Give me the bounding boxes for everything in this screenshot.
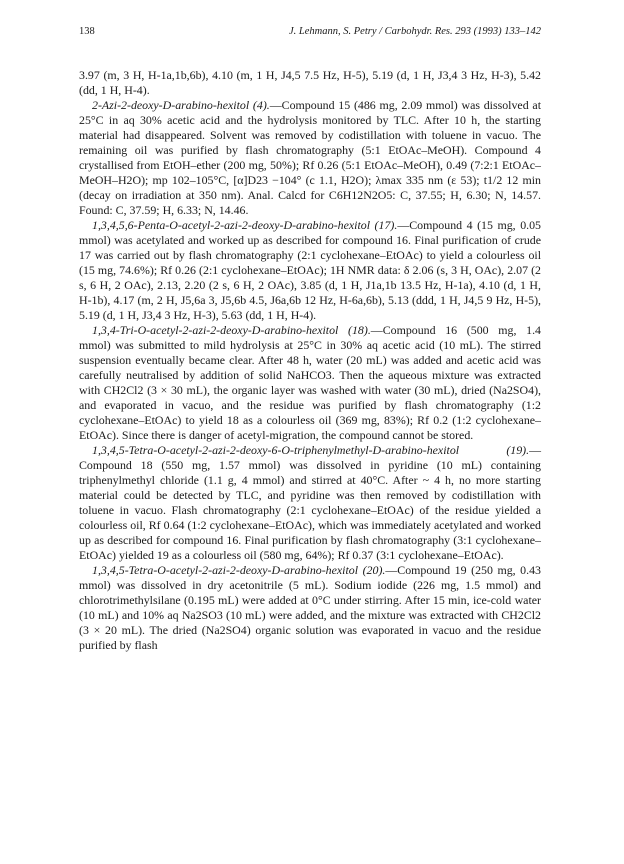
paragraph-text: 3.97 (m, 3 H, H-1a,1b,6b), 4.10 (m, 1 H, J4,5 7.5 Hz, H-5), 5.19 (d, 1 H, J3,4 3 Hz, H-3), 5.42 (dd, 1 H, H-4). [79,68,541,97]
paragraph-compound-20 [79,563,541,653]
running-title: J. Lehmann, S. Petry / Carbohydr. Res. 293 (1993) 133–142 [289,26,541,37]
paragraph-compound-19 [79,443,541,563]
paragraph-text: —Compound 15 (486 mg, 2.09 mmol) was dissolved at 25°C in aq 30% acetic acid and the hydrolysis monitored by TLC. After 10 h, the starting material had disappeared. Solvent was removed by codistillation with toluene in vacuo. The remaining oil was purified by flash chromatography (5:1 EtOAc–MeOH). Compound 4 crystallised from EtOH–ether (200 mg, 50%); Rf 0.26 (5:1 EtOAc–MeOH), 0.49 (7:2:1 EtOAc–MeOH–H2O); mp 102–105°C, [α]D23 −104° (c 1.1, H2O); λmax 335 nm (ε 53); t1/2 12 min (decay on irradiation at 350 nm). Anal. Calcd for C6H12N2O5: C, 37.55; H, 6.30; N, 14.57. Found: C, 37.59; H, 6.33; N, 14.46. [79,98,542,217]
compound-title: 1,3,4,5-Tetra-O-acetyl-2-azi-2-deoxy-D-arabino-hexitol (20). [92,563,386,577]
paragraph-text: —Compound 18 (550 mg, 1.57 mmol) was dissolved in pyridine (10 mL) containing triphenylmethyl chloride (1.1 g, 4 mmol) and stirred at 40°C. After ~ 4 h, no more starting material could be detected by TLC, and pyridine was then removed by codistillation with toluene in vacuo. Flash chromatography (2:1 cyclohexane–EtOAc) of the residue yielded a colourless oil, Rf 0.64 (1:2 cyclohexane–EtOAc), which was immediately acetylated and worked up as described for compound 16. Final purification by flash chromatography (3:1 cyclohexane–EtOAc) yielded 19 as a colourless oil (580 mg, 64%); Rf 0.37 (3:1 cyclohexane–EtOAc). [79,443,541,562]
page-number: 138 [79,26,95,37]
compound-title: 1,3,4,5-Tetra-O-acetyl-2-azi-2-deoxy-6-O-triphenylmethyl-D-arabino-hexitol (19). [92,443,530,457]
page-header [79,26,541,40]
paragraph-continuation [79,68,541,98]
paragraph-compound-4 [79,98,541,218]
article-body [79,68,541,653]
paragraph-text: —Compound 19 (250 mg, 0.43 mmol) was dissolved in dry acetonitrile (5 mL). Sodium iodide (226 mg, 1.5 mmol) and chlorotrimethylsilane (0.195 mL) were added at 0°C under stirring. After 15 min, ice-cold water (10 mL) and 10% aq Na2SO3 (10 mL) were added, and the mixture was extracted with CH2Cl2 (3 × 20 mL). The dried (Na2SO4) organic solution was evaporated in vacuo and the residue purified by flash [79,563,541,652]
compound-title: 1,3,4-Tri-O-acetyl-2-azi-2-deoxy-D-arabino-hexitol (18). [92,323,371,337]
paragraph-compound-18 [79,323,541,443]
paragraph-text: —Compound 4 (15 mg, 0.05 mmol) was acetylated and worked up as described for compound 16. Final purification of crude 17 was carried out by flash chromatography (2:1 cyclohexane–EtOAc) to yield a colourless oil (15 mg, 74.6%); Rf 0.26 (2:1 cyclohexane–EtOAc); 1H NMR data: δ 2.06 (s, 3 H, OAc), 2.07 (2 s, 6 H, 2 OAc), 2.13, 2.20 (2 s, 6 H, 2 OAc), 3.85 (d, 1 H, J1a,1b 13.5 Hz, H-1a), 4.10 (d, 1 H, H-1b), 4.17 (m, 2 H, J5,6a 3, J5,6b 4.5, J6a,6b 12 Hz, H-6a,6b), 5.13 (ddd, 1 H, J4,5 9 Hz, H-5), 5.19 (d, 1 H, J3,4 3 Hz, H-3), 5.63 (dd, 1 H, H-4). [79,218,541,322]
paragraph-compound-17 [79,218,541,323]
paragraph-text: —Compound 16 (500 mg, 1.4 mmol) was submitted to mild hydrolysis at 25°C in 30% aq acetic acid (10 mL). The stirred suspension eventually became clear. After 48 h, water (20 mL) was added and acetic acid was carefully neutralised by addition of solid NaHCO3. Then the aqueous mixture was extracted with CH2Cl2 (3 × 30 mL), the organic layer was washed with water (30 mL), dried (Na2SO4), and evaporated in vacuo, and the residue was purified by flash chromatography (1:2 cyclohexane–EtOAc) to yield 18 as a colourless oil (369 mg, 83%); Rf 0.2 (1:2 cyclohexane–EtOAc). Since there is danger of acetyl-migration, the compound cannot be stored. [79,323,541,442]
compound-title: 2-Azi-2-deoxy-D-arabino-hexitol (4). [92,98,270,112]
compound-title: 1,3,4,5,6-Penta-O-acetyl-2-azi-2-deoxy-D-arabino-hexitol (17). [92,218,398,232]
